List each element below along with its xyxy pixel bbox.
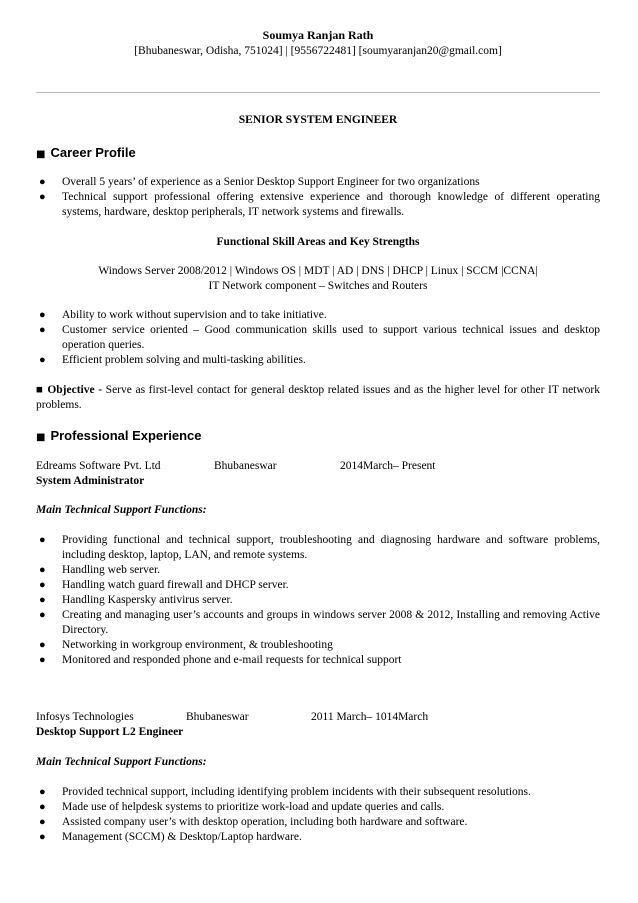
bullet-icon: ● (39, 609, 46, 621)
list-item: ● Management (SCCM) & Desktop/Laptop hardware. (39, 831, 302, 843)
bullet-icon: ● (39, 654, 46, 666)
list-item: ● Ability to work without supervision and to take initiative. (39, 309, 327, 321)
objective-label: Objective - (47, 384, 103, 396)
bullet-icon: ● (39, 579, 46, 591)
bullet-icon: ● (39, 354, 46, 366)
strengths-list (36, 308, 600, 368)
list-item: ● Networking in workgroup environment, & troubleshooting (39, 639, 333, 651)
list-item: ● Overall 5 years’ of experience as a Senior Desktop Support Engineer for two organizations (39, 176, 480, 188)
list-item: ● Providing functional and technical support, troubleshooting and diagnosing hardware and software problems, including desktop, laptop, LAN, and remote systems. (39, 534, 600, 561)
job-2-functions-list (36, 785, 600, 845)
skills-heading: Functional Skill Areas and Key Strengths (216, 236, 420, 248)
job-1-role: System Administrator (36, 475, 145, 487)
list-item: ● Monitored and responded phone and e-mail requests for technical support (39, 654, 402, 666)
list-item: ● Made use of helpdesk systems to prioritize work-load and update queries and calls. (39, 801, 445, 813)
job-location: Bhubaneswar (186, 711, 249, 723)
experience-heading: ■ Professional Experience (36, 428, 202, 443)
bullet-icon: ● (39, 534, 46, 546)
list-item: ● Technical support professional offering extensive experience and thorough knowledge of different operating systems, hardware, desktop peripherals, IT network systems and firewalls. (39, 191, 600, 218)
list-item: ● Customer service oriented – Good communication skills used to support various technical issues and desktop operation queries. (39, 324, 600, 351)
job-title: SENIOR SYSTEM ENGINEER (238, 114, 398, 126)
bullet-icon: ● (39, 324, 46, 336)
job-location: Bhubaneswar (214, 460, 277, 472)
objective-paragraph (36, 383, 600, 413)
bullet-icon: ● (39, 564, 46, 576)
company-name: Edreams Software Pvt. Ltd (36, 460, 161, 472)
job-1-functions-list (36, 533, 600, 668)
bullet-icon: ● (39, 801, 46, 813)
bullet-icon: ● (39, 831, 46, 843)
skills-line-1: Windows Server 2008/2012 | Windows OS | MDT | AD | DNS | DHCP | Linux | SCCM |CCNA| (98, 265, 538, 277)
bullet-icon: ● (39, 309, 46, 321)
bullet-icon: ● (39, 176, 46, 188)
contact-line: [Bhubaneswar, Odisha, 751024] | [9556722481] [soumyaranjan20@gmail.com] (134, 45, 502, 57)
career-profile-heading: ■ Career Profile (36, 145, 136, 160)
candidate-name: Soumya Ranjan Rath (262, 28, 374, 42)
bullet-icon: ● (39, 816, 46, 828)
job-2-role: Desktop Support L2 Engineer (36, 726, 184, 738)
career-profile-list (36, 175, 600, 220)
square-bullet-icon: ■ (36, 432, 46, 443)
list-item: ● Creating and managing user’s accounts and groups in windows server 2008 & 2012, Installing and removing Active Directory. (39, 609, 600, 636)
bullet-icon: ● (39, 786, 46, 798)
list-item: ● Efficient problem solving and multi-tasking abilities. (39, 354, 306, 366)
header-divider (36, 92, 600, 93)
job-2-functions-heading: Main Technical Support Functions: (36, 756, 207, 768)
job-1-functions-heading: Main Technical Support Functions: (36, 504, 207, 516)
bullet-icon: ● (39, 191, 46, 203)
square-bullet-icon: ■ (36, 384, 44, 396)
company-name: Infosys Technologies (36, 711, 134, 723)
list-item: ● Handling watch guard firewall and DHCP server. (39, 579, 289, 591)
objective-text: Serve as first-level contact for general desktop related issues and as the higher level for other IT network problems. (36, 384, 601, 411)
job-dates: 2014March– Present (340, 460, 436, 472)
job-dates: 2011 March– 1014March (311, 711, 429, 723)
square-bullet-icon: ■ (36, 149, 46, 160)
list-item: ● Handling Kaspersky antivirus server. (39, 594, 233, 606)
bullet-icon: ● (39, 594, 46, 606)
skills-line-2: IT Network component – Switches and Routers (208, 280, 428, 292)
list-item: ● Provided technical support, including identifying problem incidents with their subsequent resolutions. (39, 786, 531, 798)
list-item: ● Handling web server. (39, 564, 161, 576)
bullet-icon: ● (39, 639, 46, 651)
list-item: ● Assisted company user’s with desktop operation, including both hardware and software. (39, 816, 468, 828)
